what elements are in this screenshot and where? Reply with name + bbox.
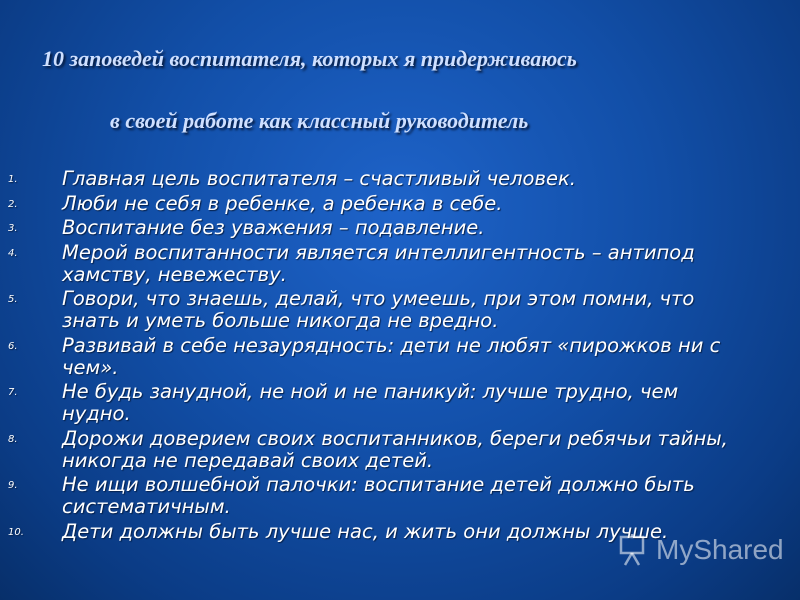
list-item bbox=[8, 428, 748, 472]
item-number: 8. bbox=[8, 433, 18, 445]
item-text: Дорожи доверием своих воспитанников, береги ребячьи тайны, никогда не передавай своих детей. bbox=[62, 426, 728, 472]
item-number: 9. bbox=[8, 480, 18, 491]
item-text: Говори, что знаешь, делай, что умеешь, при этом помни, что знать и уметь больше никогда не вредно. bbox=[62, 287, 695, 332]
list-item bbox=[8, 193, 748, 215]
list-item bbox=[8, 381, 748, 425]
item-text: Люби не себя в ребенке, а ребенка в себе. bbox=[62, 191, 503, 215]
list-item bbox=[8, 335, 748, 379]
list-item bbox=[8, 242, 748, 286]
item-number: 10. bbox=[8, 526, 24, 538]
item-number: 3. bbox=[8, 223, 18, 234]
title-line-1: 10 заповедей воспитателя, которых я придерживаюсь bbox=[42, 46, 577, 71]
item-text: Мерой воспитанности является интеллигентность – антипод хамству, невежеству. bbox=[62, 240, 695, 286]
item-number: 2. bbox=[8, 198, 18, 210]
item-text: Не будь занудной, не ной и не паникуй: лучше трудно, чем нудно. bbox=[62, 380, 679, 425]
presentation-board-icon bbox=[618, 532, 652, 568]
item-number: 7. bbox=[8, 387, 18, 398]
item-text: Главная цель воспитателя – счастливый человек. bbox=[62, 167, 576, 190]
item-text: Воспитание без уважения – подавление. bbox=[62, 216, 485, 239]
item-text: Не ищи волшебной палочки: воспитание детей должно быть систематичным. bbox=[62, 473, 695, 518]
item-number: 6. bbox=[8, 340, 18, 352]
watermark[interactable] bbox=[618, 532, 784, 568]
list-item bbox=[8, 217, 748, 239]
item-number: 1. bbox=[8, 174, 18, 185]
watermark-text: MyShared bbox=[656, 534, 784, 565]
list-item bbox=[8, 474, 748, 518]
item-text: Развивай в себе незаурядность: дети не любят «пирожков ни с чем». bbox=[62, 333, 721, 379]
commandments-list bbox=[8, 168, 748, 545]
list-item bbox=[8, 168, 748, 190]
list-item bbox=[8, 288, 748, 332]
item-text: Дети должны быть лучше нас, и жить они должны лучше. bbox=[62, 519, 669, 543]
item-number: 5. bbox=[8, 294, 18, 305]
title-line-2: в своей работе как классный руководитель bbox=[110, 108, 529, 133]
item-number: 4. bbox=[8, 247, 18, 259]
